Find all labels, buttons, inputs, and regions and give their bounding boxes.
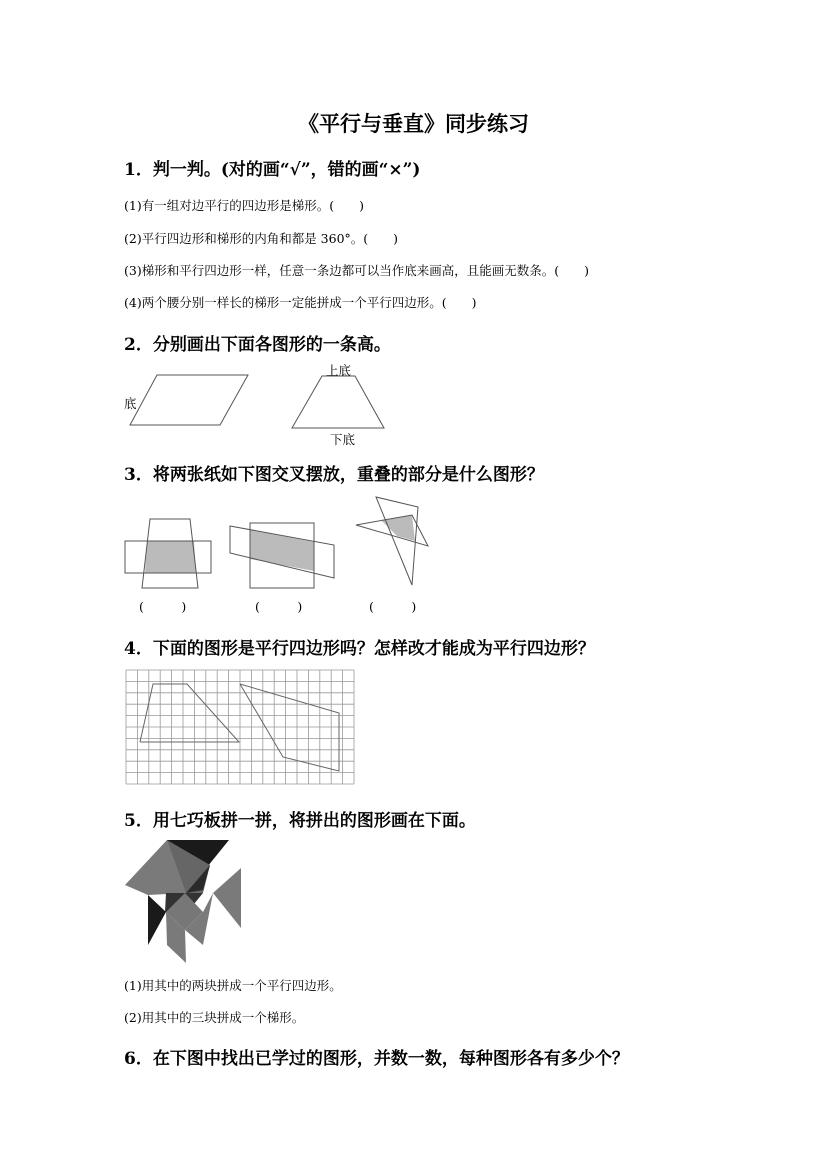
question-5-item-1: (1)用其中的两块拼成一个平行四边形。 <box>124 978 342 993</box>
question-1-item-2: (2)平行四边形和梯形的内角和都是 360°。( ) <box>124 231 399 246</box>
question-1-item-4: (4)两个腰分别一样长的梯形一定能拼成一个平行四边形。( ) <box>124 295 477 310</box>
bottom-base-label: 下底 <box>330 432 356 447</box>
question-2-heading: 2．分别画出下面各图形的一条高。 <box>124 335 391 355</box>
tangram-tail <box>213 868 241 928</box>
question-4-heading: 4．下面的图形是平行四边形吗？怎样改才能成为平行四边形？ <box>124 639 595 659</box>
question-1-heading: 1．判一判。(对的画“√”，错的画“×”) <box>124 160 421 180</box>
question-1-item-1: (1)有一组对边平行的四边形是梯形。( ) <box>124 198 364 213</box>
answer-blank-1[interactable]: ( ) <box>139 599 187 614</box>
question-3-heading: 3．将两张纸如下图交叉摆放，重叠的部分是什么图形？ <box>124 465 544 485</box>
answer-blank-3[interactable]: ( ) <box>369 599 417 614</box>
question-5-item-2: (2)用其中的三块拼成一个梯形。 <box>124 1010 305 1025</box>
base-label: 底 <box>124 396 137 411</box>
top-base-label: 上底 <box>326 363 352 378</box>
question-6-heading: 6．在下图中找出已学过的图形，并数一数，每种图形各有多少个？ <box>124 1049 629 1069</box>
answer-blank-2[interactable]: ( ) <box>255 599 303 614</box>
tangram-bottom-left <box>148 895 166 945</box>
question-5-heading: 5．用七巧板拼一拼，将拼出的图形画在下面。 <box>124 811 476 831</box>
page-title: 《平行与垂直》同步练习 <box>298 111 529 136</box>
question-1-item-3: (3)梯形和平行四边形一样，任意一条边都可以当作底来画高，且能画无数条。( ) <box>124 263 589 278</box>
